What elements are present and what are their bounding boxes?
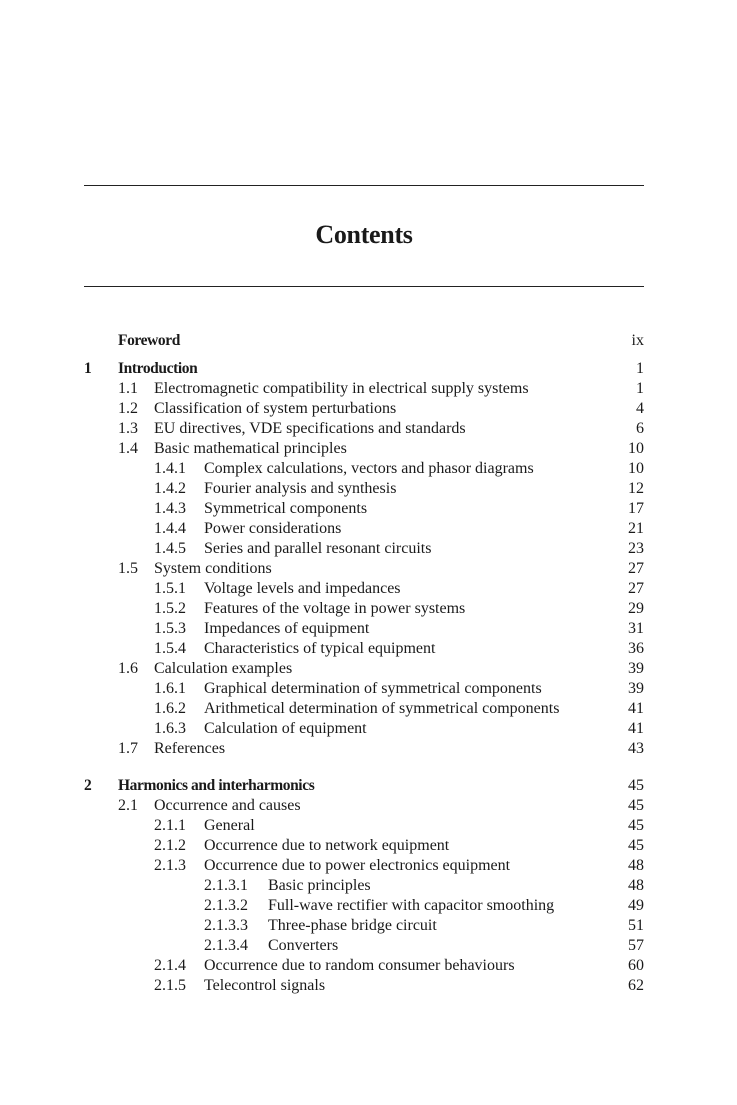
toc-entry[interactable]: [0, 599, 737, 619]
toc-entry-page: 43: [628, 740, 644, 757]
toc-entry-page: 36: [628, 640, 644, 657]
toc-entry[interactable]: [0, 499, 737, 519]
toc-entry-page: 62: [628, 977, 644, 994]
top-rule: [84, 185, 644, 186]
toc-entry-number: 1.5.2: [154, 600, 186, 617]
toc-entry-number: 1.6.3: [154, 720, 186, 737]
toc-entry-page: 10: [628, 440, 644, 457]
toc-entry-page: 57: [628, 937, 644, 954]
toc-entry-title: References: [154, 740, 226, 757]
toc-entry-number: 1.7: [118, 740, 138, 757]
toc-entry-title: Voltage levels and impedances: [204, 580, 401, 597]
toc-entry[interactable]: [0, 956, 737, 976]
toc-entry-number: 1.5.1: [154, 580, 186, 597]
toc-entry-page: 45: [628, 817, 644, 834]
toc-entry[interactable]: [0, 479, 737, 499]
toc-entry-number: 1.1: [118, 380, 138, 397]
toc-chapter-entry[interactable]: [0, 359, 737, 379]
toc-entry-title: Occurrence due to random consumer behaviours: [204, 957, 515, 974]
toc-entry[interactable]: [0, 836, 737, 856]
toc-entry-page: 51: [628, 917, 644, 934]
toc-entry[interactable]: [0, 699, 737, 719]
bottom-rule: [84, 286, 644, 287]
toc-entry-title: Basic principles: [268, 877, 371, 894]
toc-entry[interactable]: [0, 559, 737, 579]
toc-entry-page: 45: [628, 777, 644, 794]
toc-entry[interactable]: [0, 579, 737, 599]
toc-entry-page: 48: [628, 857, 644, 874]
toc-entry-number: 1.3: [118, 420, 138, 437]
page-title: Contents: [315, 220, 413, 249]
toc-entry-page: 10: [628, 460, 644, 477]
toc-entry-number: 1.5.3: [154, 620, 186, 637]
toc-entry[interactable]: [0, 719, 737, 739]
toc-entry-number: 2.1: [118, 797, 138, 814]
toc-entry[interactable]: [0, 439, 737, 459]
toc-entry-title: Calculation of equipment: [204, 720, 367, 737]
toc-entry[interactable]: [0, 976, 737, 996]
toc-entry-number: 1: [84, 360, 92, 377]
toc-entry-number: 1.5.4: [154, 640, 186, 657]
toc-entry[interactable]: [0, 419, 737, 439]
toc-entry[interactable]: [0, 639, 737, 659]
toc-entry-page: ix: [631, 332, 644, 349]
toc-entry-title: Telecontrol signals: [204, 977, 326, 994]
toc-entry[interactable]: [0, 519, 737, 539]
toc-entry-title: Harmonics and interharmonics: [118, 777, 315, 794]
toc-entry[interactable]: [0, 659, 737, 679]
toc-entry-number: 2: [84, 777, 92, 794]
toc-entry-number: 2.1.2: [154, 837, 186, 854]
toc-entry[interactable]: [0, 916, 737, 936]
toc-entry-number: 2.1.3.3: [204, 917, 248, 934]
toc-entry-number: 1.5: [118, 560, 138, 577]
toc-entry[interactable]: [0, 619, 737, 639]
toc-entry[interactable]: [0, 856, 737, 876]
toc-entry-page: 41: [628, 720, 644, 737]
toc-entry-title: Converters: [268, 937, 339, 954]
toc-entry-page: 41: [628, 700, 644, 717]
toc-entry-title: Series and parallel resonant circuits: [204, 540, 432, 557]
toc-entry-title: Occurrence and causes: [154, 797, 301, 814]
toc-entry-page: 60: [628, 957, 644, 974]
toc-entry[interactable]: [0, 539, 737, 559]
toc-entry-number: 1.6.1: [154, 680, 186, 697]
toc-entry[interactable]: [0, 739, 737, 759]
toc-entry[interactable]: [0, 459, 737, 479]
toc-entry-page: 12: [628, 480, 644, 497]
toc-entry-page: 1: [636, 380, 644, 397]
toc-entry[interactable]: [0, 876, 737, 896]
toc-entry-title: Characteristics of typical equipment: [204, 640, 436, 657]
toc-entry-title: Calculation examples: [154, 660, 293, 677]
toc-entry[interactable]: [0, 399, 737, 419]
toc-entry-number: 2.1.5: [154, 977, 186, 994]
toc-entry-page: 49: [628, 897, 644, 914]
toc-entry-number: 2.1.3.4: [204, 937, 248, 954]
toc-entry-title: Foreword: [118, 332, 180, 349]
toc-entry-title: Three-phase bridge circuit: [268, 917, 437, 934]
toc-entry-number: 2.1.3: [154, 857, 186, 874]
toc-entry-page: 45: [628, 797, 644, 814]
toc-entry-number: 1.4.4: [154, 520, 186, 537]
toc-entry-title: General: [204, 817, 255, 834]
toc-entry-title: Introduction: [118, 360, 198, 377]
toc-entry-title: Features of the voltage in power systems: [204, 600, 466, 617]
toc-entry-number: 1.4.3: [154, 500, 186, 517]
toc-entry-title: System conditions: [154, 560, 272, 577]
toc-entry-title: Occurrence due to power electronics equipment: [204, 857, 511, 874]
toc-entry[interactable]: [0, 936, 737, 956]
toc-entry[interactable]: [0, 796, 737, 816]
toc-entry-title: Full-wave rectifier with capacitor smoothing: [268, 897, 555, 914]
toc-entry-title: Impedances of equipment: [204, 620, 370, 637]
toc-entry-title: EU directives, VDE specifications and standards: [154, 420, 466, 437]
toc-entry-page: 39: [628, 660, 644, 677]
toc-entry[interactable]: [0, 896, 737, 916]
toc-entry-number: 2.1.3.1: [204, 877, 248, 894]
toc-entry-title: Basic mathematical principles: [154, 440, 347, 457]
toc-entry-page: 17: [628, 500, 644, 517]
toc-entry-page: 48: [628, 877, 644, 894]
toc-entry-title: Electromagnetic compatibility in electrical supply systems: [154, 380, 529, 397]
toc-chapter-entry[interactable]: [0, 331, 737, 351]
toc-entry-title: Symmetrical components: [204, 500, 368, 517]
toc-entry[interactable]: [0, 679, 737, 699]
toc-entry-number: 1.4.5: [154, 540, 186, 557]
toc-entry-title: Fourier analysis and synthesis: [204, 480, 397, 497]
toc-entry-number: 1.4: [118, 440, 138, 457]
toc-entry-title: Power considerations: [204, 520, 342, 537]
toc-entry-page: 27: [628, 580, 644, 597]
toc-entry-number: 1.6: [118, 660, 138, 677]
toc-entry-page: 27: [628, 560, 644, 577]
toc-entry-title: Classification of system perturbations: [154, 400, 397, 417]
toc-entry-title: Graphical determination of symmetrical components: [204, 680, 542, 697]
toc-chapter-entry[interactable]: [0, 776, 737, 796]
toc-entry-page: 1: [636, 360, 644, 377]
toc-entry-title: Complex calculations, vectors and phasor diagrams: [204, 460, 534, 477]
toc-entry-page: 4: [636, 400, 644, 417]
toc-entry-number: 1.4.2: [154, 480, 186, 497]
toc-entry-page: 45: [628, 837, 644, 854]
toc-entry-number: 2.1.3.2: [204, 897, 248, 914]
toc-entry-page: 39: [628, 680, 644, 697]
toc-entry-page: 21: [628, 520, 644, 537]
toc-entry-number: 1.4.1: [154, 460, 186, 477]
toc-entry[interactable]: [0, 379, 737, 399]
toc-entry-page: 23: [628, 540, 644, 557]
toc-entry[interactable]: [0, 816, 737, 836]
toc-entry-number: 2.1.1: [154, 817, 186, 834]
toc-entry-page: 6: [636, 420, 644, 437]
toc-entry-page: 29: [628, 600, 644, 617]
toc-entry-page: 31: [628, 620, 644, 637]
toc-entry-title: Arithmetical determination of symmetrical components: [204, 700, 560, 717]
toc-entry-title: Occurrence due to network equipment: [204, 837, 450, 854]
toc-entry-number: 1.6.2: [154, 700, 186, 717]
toc-entry-number: 2.1.4: [154, 957, 186, 974]
toc-entry-number: 1.2: [118, 400, 138, 417]
